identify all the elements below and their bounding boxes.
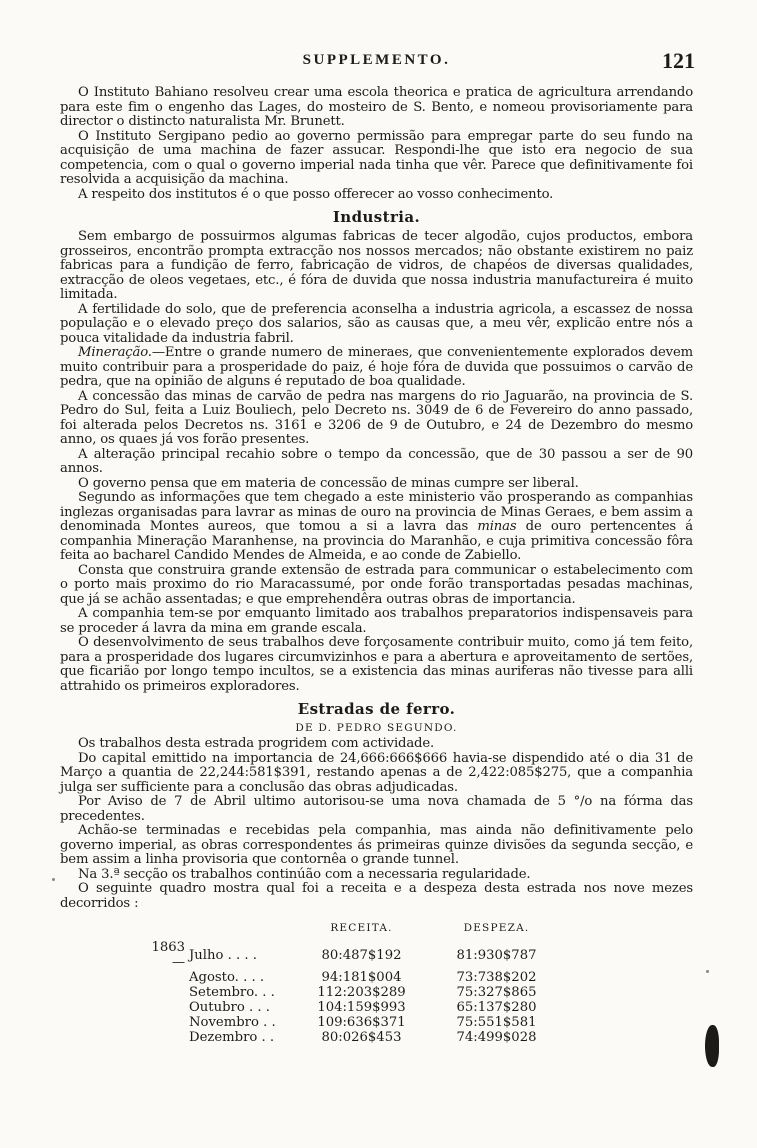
receita-cell: 104:159$993 (317, 1000, 406, 1015)
subheading-pedro-segundo: DE D. PEDRO SEGUNDO. (295, 722, 458, 734)
section-title-estradas: Estradas de ferro. (297, 700, 456, 718)
mineracao-label: Mineração. (78, 345, 152, 360)
paragraph-mineracao (60, 346, 693, 390)
paragraph-alteracao: A alteração principal recahio sobre o tempo da concessão, que de 30 passou a ser de 90 annos. (60, 446, 693, 476)
despeza-cell: 81:930$787 (456, 947, 537, 963)
paragraph-governo-liberal: O governo pensa que em materia de concessão de minas cumpre ser liberal. (78, 475, 579, 491)
month-cell: Outubro . . . (189, 1000, 270, 1015)
minas-gerais-italic: minas (477, 519, 517, 534)
receita-cell: 80:487$192 (321, 947, 402, 963)
despeza-cell: 65:137$280 (456, 1000, 537, 1015)
despeza-cell: 75:327$865 (456, 985, 537, 1000)
paragraph-aviso: Por Aviso de 7 de Abril ultimo autorisou-se uma nova chamada de 5 °/o na fórma das precedentes. (60, 794, 693, 824)
paragraph-trabalhos-actividade: Os trabalhos desta estrada progridem com actividade. (78, 736, 435, 751)
minas-gerais-text-b: de ouro pertencentes á companhia Mineração Maranhense, na provincia do Maranhão, e cuja primitiva concessão fôra feita ao bacharel Candido Mendes de Almeida, e ao conde de Zabiello. (60, 519, 693, 563)
despeza-cell: 73:738$202 (456, 970, 537, 985)
section-title-industria: Industria. (332, 208, 421, 226)
despeza-cell: 75:551$581 (456, 1015, 537, 1030)
page-header (60, 48, 695, 73)
paragraph-fabricas: Sem embargo de possuirmos algumas fabricas de tecer algodão, cujos productos, embora grosseiros, encontrão prompta extracção nos nossos mercados; não obstante existirem no paiz fabricas para a fundição de ferro, fabricação de vidros, de chapéos de diversas qualidades, extracção de oleos vegetaes, etc., é fóra de duvida que nossa industria manufactureira é muito limitada. (60, 229, 693, 302)
paragraph-quadro-intro: O seguinte quadro mostra qual foi a receita e a despeza desta estrada nos nove mezes decorridos : (60, 881, 693, 911)
mineracao-text: —Entre o grande numero de mineraes, que convenientemente explorados devem muito contribuir para a prosperidade do paiz, é hoje fóra de duvida que possuimos o carvão de pedra, que na opinião de alguns é reputado de boa qualidade. (60, 345, 693, 389)
ink-blot (705, 1025, 719, 1067)
year-label: 1863 — (151, 940, 185, 970)
month-cell: Agosto. . . . (189, 970, 265, 985)
month-cell: Setembro. . . (189, 985, 275, 1000)
document-page (60, 48, 695, 1045)
minas-gerais-text-a: Segundo as informações que tem chegado a este ministerio vão prosperando as companhias inglezas organisadas para lavrar as minas de ouro na provincia de Minas Geraes, e bem assim a denominada Montes aureos, que tomou a si a lavra das (60, 490, 693, 534)
paragraph-concessao-carvao: A concessão das minas de carvão de pedra nas margens do rio Jaguarão, na provincia de S. Pedro do Sul, feita a Luiz Bouliech, pelo Decreto ns. 3049 de 6 de Fevereiro do anno passado, foi alterada pelos Decretos ns. 3161 e 3206 de 9 de Outubro, e 24 de Dezembro do mesmo anno, os quaes já vos forão presentes. (60, 388, 693, 447)
table-row (145, 1030, 564, 1045)
table-row (145, 970, 564, 985)
paragraph-instituto-bahiano: O Instituto Bahiano resolveu crear uma escola theorica e pratica de agricultura arrendando para este fim o engenho das Lages, do mosteiro de S. Bento, e nomeou provisoriamente para director o distincto naturalista Mr. Brunett. (60, 85, 693, 129)
page-number: 121 (662, 48, 695, 73)
table-row (145, 985, 564, 1000)
paragraph-institutos-closing: A respeito dos institutos é o que posso offerecer ao vosso conhecimento. (78, 186, 554, 202)
paragraph-fertilidade: A fertilidade do solo, que de preferencia aconselha a industria agricola, a escassez de nossa população e o elevado preço dos salarios, são as causas que, a meu vêr, explicão entre nós a pouca vitalidade da industria fabril. (60, 301, 693, 346)
paper-speck (52, 878, 55, 881)
paragraph-capital: Do capital emittido na importancia de 24,666:666$666 havia-se dispendido até o dia 31 de Março a quantia de 22,244:581$391, restando apenas a de 2,422:085$275, que a companhia julga ser sufficiente para a conclusão das obras adjudicadas. (60, 750, 693, 795)
table-header-row (145, 921, 564, 940)
paragraph-terceira-seccao: Na 3.ª secção os trabalhos continúão com a necessaria regularidade. (78, 866, 531, 882)
paragraph-obras-terminadas: Achão-se terminadas e recebidas pela companhia, mas ainda não definitivamente pelo governo imperial, as obras correspondentes ás primeiras quinze divisões da segunda secção, e bem assim a linha provisoria que contornêa o grande tunnel. (60, 823, 693, 867)
paper-speck (706, 970, 709, 973)
despeza-cell: 74:499$028 (456, 1030, 537, 1045)
month-cell: Julho . . . . (189, 947, 257, 963)
running-title: SUPPLEMENTO. (302, 52, 451, 68)
table-row (145, 1000, 564, 1015)
paragraph-minas-gerais (60, 491, 693, 564)
header-despeza: DESPEZA. (463, 922, 530, 934)
paragraph-estrada-maracassume: Consta que construira grande extensão de estrada para communicar o estabelecimento com o porto mais proximo do rio Maracassumé, por onde forão transportadas pesadas machinas, que já se achão assentadas; e que emprehendêra outras obras de importancia. (60, 562, 693, 607)
receita-cell: 80:026$453 (321, 1030, 402, 1045)
receita-cell: 94:181$004 (321, 970, 402, 985)
table-row (145, 940, 564, 970)
receita-cell: 109:636$371 (317, 1015, 406, 1030)
paragraph-trabalhos-preparatorios: A companhia tem-se por emquanto limitado aos trabalhos preparatorios indispensaveis para se proceder á lavra da mina em grande escala. (60, 606, 693, 636)
paragraph-desenvolvimento: O desenvolvimento de seus trabalhos deve forçosamente contribuir muito, como já tem feito, para a prosperidade dos lugares circumvizinhos e para a abertura e aproveitamento de sertões, que ficarião por longo tempo incultos, se a existencia das minas auriferas não tivesse para alli attrahido os primeiros exploradores. (60, 635, 693, 694)
header-receita: RECEITA. (330, 922, 393, 934)
month-cell: Novembro . . (189, 1015, 276, 1030)
receita-despeza-table (145, 921, 564, 1045)
month-cell: Dezembro . . (189, 1030, 275, 1045)
receita-cell: 112:203$289 (317, 985, 406, 1000)
paragraph-instituto-sergipano: O Instituto Sergipano pedio ao governo permissão para empregar parte do seu fundo na acquisição de uma machina de fazer assucar. Respondi-lhe que isto era negocio de sua competencia, com o qual o governo imperial nada tinha que vêr. Parece que definitivamente foi resolvida a acquisição da machina. (60, 128, 693, 187)
table-row (145, 1015, 564, 1030)
